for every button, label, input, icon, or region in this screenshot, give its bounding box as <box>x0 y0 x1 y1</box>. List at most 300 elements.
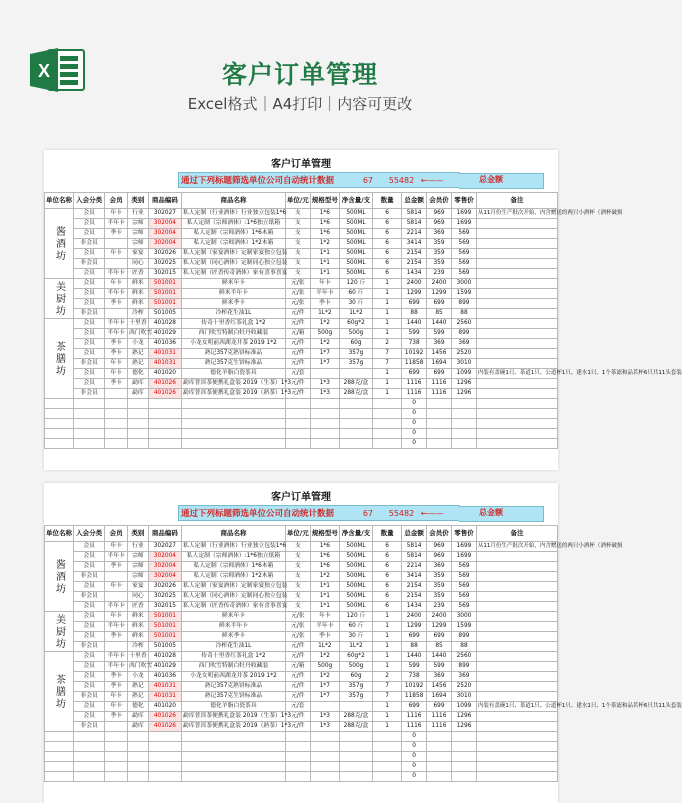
table-cell[interactable]: 会员 <box>74 209 105 219</box>
table-cell[interactable] <box>310 419 339 429</box>
table-cell[interactable]: 500ML <box>339 542 372 552</box>
table-cell[interactable]: 熟记357克熟饼标准品 <box>182 349 286 359</box>
table-cell[interactable]: 359 <box>427 572 452 582</box>
table-cell[interactable] <box>476 662 557 672</box>
table-cell[interactable]: 1 <box>373 309 402 319</box>
table-row[interactable] <box>45 552 558 562</box>
table-cell[interactable]: 季卡 <box>310 299 339 309</box>
table-cell[interactable]: 6 <box>373 602 402 612</box>
table-cell[interactable] <box>148 419 181 429</box>
table-cell[interactable] <box>45 772 74 782</box>
table-cell[interactable] <box>451 439 476 449</box>
table-cell[interactable]: 会员 <box>74 339 105 349</box>
table-cell[interactable]: 行业 <box>128 209 149 219</box>
table-cell[interactable] <box>74 409 105 419</box>
table-cell[interactable] <box>339 762 372 772</box>
table-row[interactable] <box>45 279 558 289</box>
table-cell[interactable]: 年卡 <box>105 542 128 552</box>
table-cell[interactable]: 会员 <box>74 712 105 722</box>
table-cell[interactable]: 2154 <box>402 259 427 269</box>
table-cell[interactable] <box>105 439 128 449</box>
table-cell[interactable] <box>105 592 128 602</box>
table-cell[interactable]: 500ML <box>339 552 372 562</box>
table-cell[interactable]: 勐库普洱茶便携礼盒装 2019（熟茶）1*3 <box>182 722 286 732</box>
table-cell[interactable]: 熟记357克生饼标准品 <box>182 359 286 369</box>
empty-row[interactable] <box>45 772 558 782</box>
table-cell[interactable] <box>128 762 149 772</box>
table-cell[interactable]: 969 <box>427 542 452 552</box>
table-cell[interactable]: 699 <box>427 369 452 379</box>
column-header[interactable]: 规格型号 <box>310 526 339 542</box>
table-cell[interactable]: 30 斤 <box>339 299 372 309</box>
table-cell[interactable]: 家宴 <box>128 582 149 592</box>
table-cell[interactable]: 6 <box>373 219 402 229</box>
table-cell[interactable] <box>105 742 128 752</box>
table-cell[interactable] <box>427 732 452 742</box>
table-cell[interactable]: 501001 <box>148 622 181 632</box>
table-cell[interactable]: 501001 <box>148 299 181 309</box>
table-cell[interactable] <box>128 399 149 409</box>
table-cell[interactable]: 1 <box>373 329 402 339</box>
table-cell[interactable] <box>373 409 402 419</box>
table-cell[interactable]: 年卡 <box>310 612 339 622</box>
table-cell[interactable]: 鲜米半年卡 <box>182 622 286 632</box>
table-cell[interactable]: 元/件 <box>285 339 310 349</box>
table-cell[interactable]: 1 <box>373 702 402 712</box>
table-cell[interactable]: 1*1 <box>310 602 339 612</box>
table-cell[interactable]: 会员 <box>74 269 105 279</box>
table-cell[interactable] <box>451 419 476 429</box>
table-cell[interactable]: 302025 <box>148 592 181 602</box>
table-cell[interactable]: 季卡 <box>105 379 128 389</box>
table-cell[interactable] <box>476 632 557 642</box>
table-cell[interactable]: 1 <box>373 379 402 389</box>
table-cell[interactable]: 非会员 <box>74 239 105 249</box>
table-cell[interactable]: 冷榨花生油1L <box>182 309 286 319</box>
table-cell[interactable]: 宗师 <box>128 219 149 229</box>
table-cell[interactable]: 非会员 <box>74 259 105 269</box>
table-cell[interactable]: 季卡 <box>105 229 128 239</box>
table-cell[interactable]: 60g <box>339 339 372 349</box>
table-cell[interactable]: 鲜米季卡 <box>182 632 286 642</box>
table-cell[interactable]: 401020 <box>148 369 181 379</box>
table-cell[interactable]: 60g*2 <box>339 652 372 662</box>
table-cell[interactable]: 元/张 <box>285 279 310 289</box>
table-cell[interactable] <box>476 219 557 229</box>
table-cell[interactable]: 半年卡 <box>105 219 128 229</box>
table-cell[interactable]: 302004 <box>148 219 181 229</box>
table-cell[interactable]: 1116 <box>402 722 427 732</box>
column-header[interactable]: 总金额 <box>402 193 427 209</box>
table-cell[interactable]: 元/张 <box>285 622 310 632</box>
column-header[interactable]: 净含量/支 <box>339 193 372 209</box>
table-cell[interactable]: 401036 <box>148 672 181 682</box>
table-cell[interactable]: 勐库 <box>128 389 149 399</box>
table-cell[interactable] <box>476 602 557 612</box>
table-cell[interactable]: 500g <box>310 662 339 672</box>
table-cell[interactable]: 德化羊脂白瓷茶具 <box>182 369 286 379</box>
table-row[interactable] <box>45 612 558 622</box>
table-cell[interactable]: 宗师 <box>128 562 149 572</box>
table-row[interactable] <box>45 672 558 682</box>
table-cell[interactable] <box>476 269 557 279</box>
table-cell[interactable]: 2400 <box>402 612 427 622</box>
table-cell[interactable] <box>373 742 402 752</box>
table-cell[interactable]: 0 <box>402 732 427 742</box>
table-cell[interactable]: 0 <box>402 742 427 752</box>
table-cell[interactable]: 半年卡 <box>105 602 128 612</box>
table-cell[interactable]: 569 <box>451 249 476 259</box>
table-cell[interactable]: 288克/盒 <box>339 389 372 399</box>
table-cell[interactable]: 1*6 <box>310 542 339 552</box>
table-cell[interactable]: 288克/盒 <box>339 712 372 722</box>
empty-row[interactable] <box>45 742 558 752</box>
table-cell[interactable] <box>451 409 476 419</box>
table-cell[interactable] <box>128 429 149 439</box>
table-cell[interactable]: 599 <box>427 662 452 672</box>
table-cell[interactable] <box>339 752 372 762</box>
table-cell[interactable]: 会员 <box>74 622 105 632</box>
table-cell[interactable] <box>427 399 452 409</box>
table-cell[interactable]: 401031 <box>148 349 181 359</box>
table-row[interactable] <box>45 632 558 642</box>
table-cell[interactable]: 6 <box>373 209 402 219</box>
table-cell[interactable]: 年卡 <box>105 249 128 259</box>
table-cell[interactable] <box>45 732 74 742</box>
table-cell[interactable]: 元/件 <box>285 682 310 692</box>
empty-row[interactable] <box>45 762 558 772</box>
table-cell[interactable]: 302026 <box>148 582 181 592</box>
table-cell[interactable]: 元/件 <box>285 652 310 662</box>
table-cell[interactable]: 1*6 <box>310 562 339 572</box>
table-cell[interactable]: 会员 <box>74 219 105 229</box>
table-cell[interactable]: 熟记 <box>128 682 149 692</box>
table-cell[interactable]: 6 <box>373 229 402 239</box>
table-cell[interactable]: 私人定制（宗师酒体）1*6木箱 <box>182 229 286 239</box>
table-cell[interactable]: 半年卡 <box>105 329 128 339</box>
table-row[interactable] <box>45 722 558 732</box>
table-cell[interactable] <box>148 399 181 409</box>
table-cell[interactable]: 会员 <box>74 652 105 662</box>
table-cell[interactable]: 10192 <box>402 682 427 692</box>
table-cell[interactable]: 1*2 <box>310 339 339 349</box>
table-cell[interactable]: 半年卡 <box>105 319 128 329</box>
table-cell[interactable]: 1 <box>373 712 402 722</box>
table-cell[interactable] <box>476 259 557 269</box>
table-cell[interactable]: 88 <box>451 642 476 652</box>
table-row[interactable] <box>45 359 558 369</box>
table-cell[interactable] <box>148 732 181 742</box>
table-cell[interactable] <box>74 742 105 752</box>
table-cell[interactable] <box>476 622 557 632</box>
table-cell[interactable]: 元/件 <box>285 672 310 682</box>
table-cell[interactable] <box>182 399 286 409</box>
table-cell[interactable] <box>476 572 557 582</box>
table-cell[interactable]: 私人定制（行业酒体）行业独立包装1*6 <box>182 542 286 552</box>
table-cell[interactable] <box>476 642 557 652</box>
table-cell[interactable] <box>310 762 339 772</box>
column-header[interactable]: 单位/元 <box>285 193 310 209</box>
table-cell[interactable]: 冷榨花生油1L <box>182 642 286 652</box>
table-cell[interactable]: 401029 <box>148 662 181 672</box>
table-cell[interactable]: 元/件 <box>285 349 310 359</box>
table-cell[interactable]: 季卡 <box>105 339 128 349</box>
table-cell[interactable]: 1 <box>373 389 402 399</box>
table-cell[interactable]: 十里香 <box>128 652 149 662</box>
table-cell[interactable]: 500ML <box>339 602 372 612</box>
table-cell[interactable] <box>74 732 105 742</box>
table-cell[interactable]: 7 <box>373 359 402 369</box>
table-cell[interactable]: 359 <box>427 259 452 269</box>
table-cell[interactable] <box>427 419 452 429</box>
table-cell[interactable]: 401026 <box>148 712 181 722</box>
table-cell[interactable]: 支 <box>285 269 310 279</box>
table-cell[interactable]: 2560 <box>451 319 476 329</box>
table-cell[interactable]: 1*3 <box>310 712 339 722</box>
table-cell[interactable]: 699 <box>402 369 427 379</box>
table-cell[interactable]: 302027 <box>148 209 181 219</box>
table-cell[interactable]: 年卡 <box>105 692 128 702</box>
table-cell[interactable] <box>451 732 476 742</box>
table-cell[interactable]: 359 <box>427 239 452 249</box>
table-cell[interactable]: 302015 <box>148 602 181 612</box>
table-cell[interactable]: 会员 <box>74 632 105 642</box>
table-cell[interactable]: 7 <box>373 349 402 359</box>
table-cell[interactable] <box>476 389 557 399</box>
table-cell[interactable]: 1 <box>373 612 402 622</box>
table-row[interactable] <box>45 702 558 712</box>
table-cell[interactable] <box>476 419 557 429</box>
table-cell[interactable]: 401029 <box>148 329 181 339</box>
table-cell[interactable] <box>285 419 310 429</box>
table-cell[interactable] <box>476 329 557 339</box>
table-row[interactable] <box>45 622 558 632</box>
table-cell[interactable]: 401031 <box>148 682 181 692</box>
table-cell[interactable] <box>285 439 310 449</box>
empty-row[interactable] <box>45 439 558 449</box>
table-cell[interactable]: 6 <box>373 572 402 582</box>
table-cell[interactable] <box>105 642 128 652</box>
table-cell[interactable]: 支 <box>285 239 310 249</box>
table-cell[interactable]: 1*7 <box>310 692 339 702</box>
table-cell[interactable] <box>339 369 372 379</box>
table-cell[interactable]: 1440 <box>402 652 427 662</box>
table-cell[interactable]: 60 斤 <box>339 622 372 632</box>
table-cell[interactable]: 1296 <box>451 379 476 389</box>
table-cell[interactable] <box>373 419 402 429</box>
table-cell[interactable] <box>74 752 105 762</box>
table-cell[interactable]: 1*2 <box>310 319 339 329</box>
table-cell[interactable] <box>45 439 74 449</box>
table-cell[interactable]: 500ML <box>339 229 372 239</box>
table-cell[interactable] <box>373 399 402 409</box>
table-cell[interactable] <box>182 409 286 419</box>
table-cell[interactable] <box>476 309 557 319</box>
table-cell[interactable]: 家宴 <box>128 249 149 259</box>
table-cell[interactable] <box>451 772 476 782</box>
table-cell[interactable]: 私人定制（宗师酒体）:1*6独立纸箱 <box>182 552 286 562</box>
table-cell[interactable] <box>373 762 402 772</box>
table-cell[interactable]: 支 <box>285 259 310 269</box>
table-cell[interactable]: 熟记 <box>128 349 149 359</box>
table-cell[interactable]: 元/件 <box>285 712 310 722</box>
table-cell[interactable] <box>476 712 557 722</box>
table-cell[interactable]: 11858 <box>402 359 427 369</box>
table-cell[interactable]: 勐库 <box>128 712 149 722</box>
table-cell[interactable]: 1 <box>373 299 402 309</box>
table-cell[interactable]: 非会员 <box>74 692 105 702</box>
table-cell[interactable] <box>476 439 557 449</box>
table-cell[interactable] <box>105 259 128 269</box>
table-cell[interactable]: 1116 <box>427 389 452 399</box>
table-cell[interactable]: 年卡 <box>105 359 128 369</box>
table-cell[interactable]: 勐库 <box>128 379 149 389</box>
table-cell[interactable]: 6 <box>373 259 402 269</box>
table-cell[interactable]: 会员 <box>74 612 105 622</box>
table-cell[interactable] <box>339 419 372 429</box>
table-cell[interactable]: 年卡 <box>105 702 128 712</box>
table-cell[interactable]: 鲜米年卡 <box>182 612 286 622</box>
table-cell[interactable] <box>105 239 128 249</box>
table-cell[interactable] <box>451 752 476 762</box>
table-cell[interactable]: 1 <box>373 642 402 652</box>
table-cell[interactable]: 5814 <box>402 209 427 219</box>
table-cell[interactable]: 500ML <box>339 582 372 592</box>
table-cell[interactable]: 从11月份生产批次开始，内含赠送的两只小酒杯（酒杯破损 <box>476 542 557 552</box>
table-cell[interactable]: 11858 <box>402 692 427 702</box>
table-cell[interactable]: 3010 <box>451 359 476 369</box>
table-cell[interactable]: 会员 <box>74 319 105 329</box>
table-cell[interactable] <box>310 409 339 419</box>
table-cell[interactable]: 30 斤 <box>339 632 372 642</box>
table-cell[interactable]: 半年卡 <box>310 289 339 299</box>
table-cell[interactable]: 半年卡 <box>310 622 339 632</box>
table-cell[interactable]: 半年卡 <box>105 662 128 672</box>
table-cell[interactable] <box>128 409 149 419</box>
table-cell[interactable] <box>339 409 372 419</box>
table-cell[interactable] <box>148 772 181 782</box>
table-cell[interactable]: 3000 <box>451 279 476 289</box>
table-cell[interactable]: 1*2 <box>310 672 339 682</box>
table-cell[interactable]: 元/张 <box>285 299 310 309</box>
table-cell[interactable] <box>476 289 557 299</box>
table-row[interactable] <box>45 592 558 602</box>
table-cell[interactable]: 非会员 <box>74 722 105 732</box>
table-cell[interactable] <box>105 409 128 419</box>
table-cell[interactable]: 非会员 <box>74 642 105 652</box>
table-row[interactable] <box>45 572 558 582</box>
table-cell[interactable]: 500ML <box>339 572 372 582</box>
table-cell[interactable]: 501005 <box>148 309 181 319</box>
table-cell[interactable] <box>476 349 557 359</box>
table-cell[interactable]: 宗师 <box>128 552 149 562</box>
table-cell[interactable] <box>476 552 557 562</box>
table-cell[interactable]: 738 <box>402 339 427 349</box>
table-cell[interactable] <box>148 752 181 762</box>
table-cell[interactable]: 5814 <box>402 552 427 562</box>
table-cell[interactable]: 1 <box>373 369 402 379</box>
table-cell[interactable] <box>476 429 557 439</box>
table-cell[interactable]: 非会员 <box>74 389 105 399</box>
table-cell[interactable]: 500ML <box>339 562 372 572</box>
column-header[interactable]: 净含量/支 <box>339 526 372 542</box>
table-cell[interactable]: 1*2 <box>310 652 339 662</box>
table-row[interactable] <box>45 259 558 269</box>
table-cell[interactable] <box>476 762 557 772</box>
table-cell[interactable] <box>476 339 557 349</box>
table-cell[interactable] <box>339 702 372 712</box>
table-cell[interactable]: 239 <box>427 269 452 279</box>
table-cell[interactable] <box>74 399 105 409</box>
table-cell[interactable]: 0 <box>402 762 427 772</box>
table-cell[interactable] <box>182 429 286 439</box>
table-cell[interactable]: 401031 <box>148 692 181 702</box>
empty-row[interactable] <box>45 419 558 429</box>
column-header[interactable]: 商品名称 <box>182 526 286 542</box>
table-cell[interactable]: 1434 <box>402 269 427 279</box>
table-cell[interactable] <box>45 429 74 439</box>
table-cell[interactable]: 0 <box>402 409 427 419</box>
table-cell[interactable]: 1456 <box>427 349 452 359</box>
table-cell[interactable]: 1*3 <box>310 389 339 399</box>
column-header[interactable]: 单位/元 <box>285 526 310 542</box>
table-cell[interactable]: 季卡 <box>105 299 128 309</box>
table-cell[interactable] <box>45 752 74 762</box>
table-row[interactable] <box>45 229 558 239</box>
table-cell[interactable]: 会员 <box>74 702 105 712</box>
table-cell[interactable] <box>476 239 557 249</box>
table-cell[interactable]: 西门吹雪特制白牡丹收藏装 <box>182 329 286 339</box>
table-cell[interactable] <box>45 409 74 419</box>
table-cell[interactable]: 1116 <box>402 389 427 399</box>
table-cell[interactable] <box>310 752 339 762</box>
table-row[interactable] <box>45 682 558 692</box>
table-cell[interactable] <box>148 439 181 449</box>
table-cell[interactable]: 会员 <box>74 349 105 359</box>
table-cell[interactable]: 369 <box>451 339 476 349</box>
table-cell[interactable]: 1099 <box>451 369 476 379</box>
table-cell[interactable]: 小龙 <box>128 339 149 349</box>
table-cell[interactable]: 1 <box>373 289 402 299</box>
table-cell[interactable]: 1 <box>373 622 402 632</box>
table-cell[interactable] <box>105 732 128 742</box>
table-cell[interactable]: 239 <box>427 602 452 612</box>
table-cell[interactable]: 2154 <box>402 582 427 592</box>
table-cell[interactable] <box>339 399 372 409</box>
table-cell[interactable]: 60 斤 <box>339 289 372 299</box>
table-cell[interactable] <box>310 369 339 379</box>
table-cell[interactable]: 鲜米季卡 <box>182 299 286 309</box>
table-cell[interactable]: 支 <box>285 552 310 562</box>
table-cell[interactable]: 会员 <box>74 662 105 672</box>
table-cell[interactable] <box>476 562 557 572</box>
table-cell[interactable]: 私人定制（宗师酒体）1*2木箱 <box>182 239 286 249</box>
table-cell[interactable]: 369 <box>427 562 452 572</box>
table-cell[interactable]: 元/件 <box>285 692 310 702</box>
table-cell[interactable]: 3414 <box>402 572 427 582</box>
table-cell[interactable] <box>373 439 402 449</box>
table-cell[interactable]: 401028 <box>148 319 181 329</box>
table-cell[interactable]: 500g <box>339 662 372 672</box>
table-cell[interactable]: 德化羊脂白瓷茶具 <box>182 702 286 712</box>
table-cell[interactable]: 元/箱 <box>285 329 310 339</box>
table-cell[interactable] <box>476 279 557 289</box>
column-header[interactable]: 数量 <box>373 526 402 542</box>
table-cell[interactable]: 非会员 <box>74 359 105 369</box>
table-cell[interactable]: 私人定制（家宴酒体）定制家宴独立包装 <box>182 249 286 259</box>
table-cell[interactable]: 鲜米 <box>128 612 149 622</box>
table-cell[interactable]: 569 <box>451 562 476 572</box>
